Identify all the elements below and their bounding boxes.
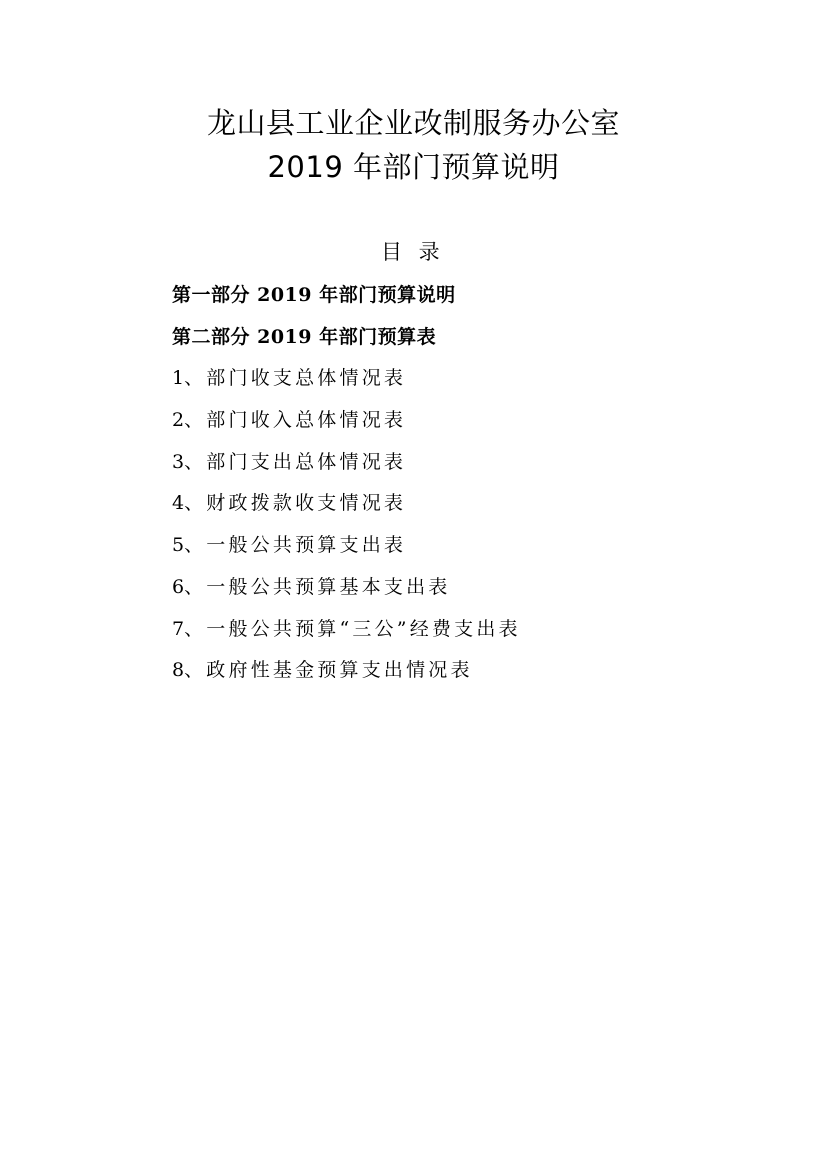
toc-item-text: 、部门收入总体情况表 xyxy=(184,409,407,432)
toc-item-text: 、部门支出总体情况表 xyxy=(184,450,407,473)
toc-item-2 xyxy=(172,405,732,447)
toc-item-number: 8 xyxy=(172,659,185,682)
toc-item-number: 3 xyxy=(172,450,185,473)
toc-item-text: 、政府性基金预算支出情况表 xyxy=(184,659,473,682)
toc-item-text: 、财政拨款收支情况表 xyxy=(184,492,407,515)
toc-item-text: 、一般公共预算“三公”经费支出表 xyxy=(184,617,521,640)
toc-item-text: 、部门收支总体情况表 xyxy=(184,367,407,390)
toc-item-3 xyxy=(172,447,732,489)
toc-item-number: 5 xyxy=(172,534,185,557)
toc-item-7 xyxy=(172,614,732,656)
toc-item-number: 2 xyxy=(172,409,185,432)
table-of-contents xyxy=(172,280,732,697)
toc-heading: 目 录 xyxy=(381,240,440,264)
toc-item-number: 4 xyxy=(172,492,185,515)
toc-item-number: 6 xyxy=(172,575,185,598)
toc-part-2: 第二部分 2019 年部门预算表 xyxy=(172,325,437,348)
toc-item-5 xyxy=(172,530,732,572)
toc-item-4 xyxy=(172,488,732,530)
toc-part-1: 第一部分 2019 年部门预算说明 xyxy=(172,284,456,306)
document-title-line-1: 龙山县工业企业改制服务办公室 xyxy=(206,106,620,140)
toc-item-6 xyxy=(172,572,732,614)
toc-item-number: 1 xyxy=(172,367,185,390)
toc-item-8 xyxy=(172,655,732,697)
toc-item-number: 7 xyxy=(172,617,185,640)
document-title-line-2: 2019 年部门预算说明 xyxy=(267,150,560,184)
toc-item-1 xyxy=(172,363,732,405)
toc-item-text: 、一般公共预算基本支出表 xyxy=(184,575,451,598)
toc-item-text: 、一般公共预算支出表 xyxy=(184,534,407,557)
